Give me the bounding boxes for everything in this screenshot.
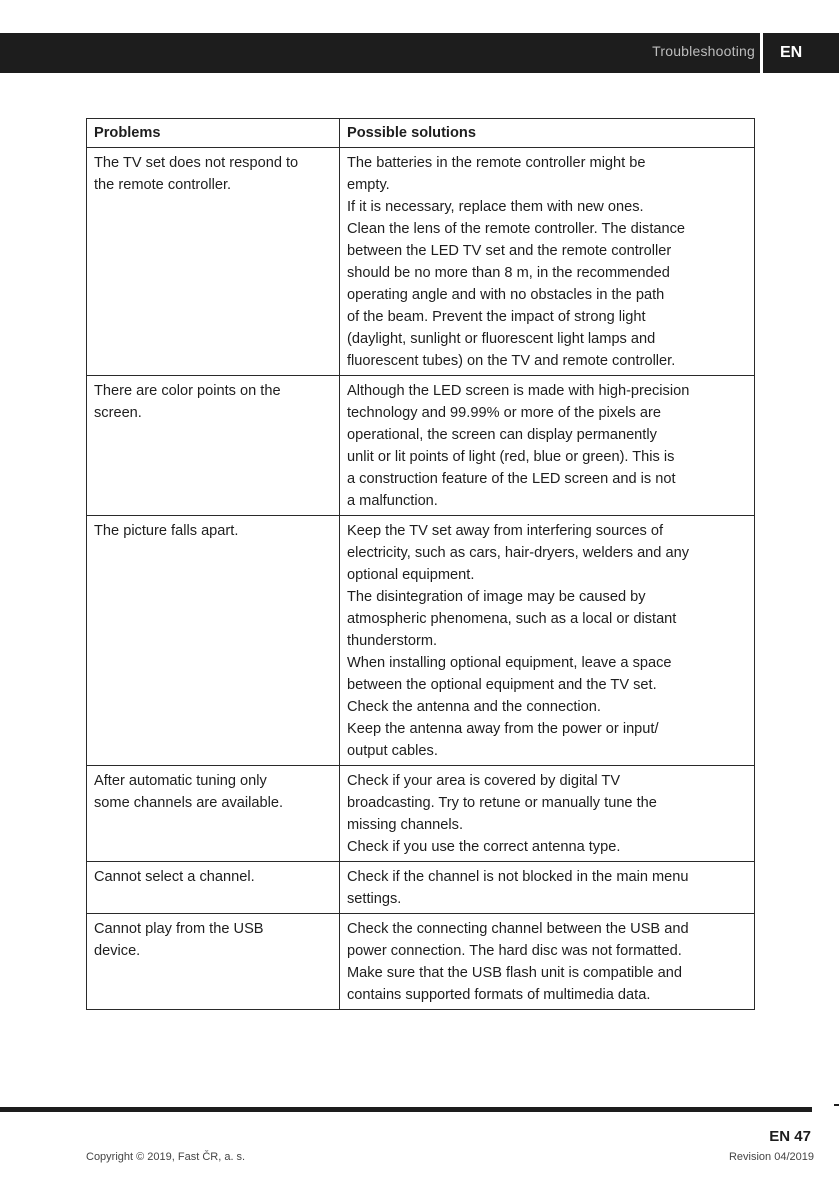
copyright-notice: Copyright © 2019, Fast ČR, a. s.	[86, 1151, 246, 1163]
solution-text: Keep the antenna away from the power or input/	[347, 721, 659, 737]
solution-text: unlit or lit points of light (red, blue or green). This is	[347, 449, 675, 465]
table-header-row	[87, 119, 755, 148]
table-row	[87, 914, 755, 1010]
solution-text: power connection. The hard disc was not formatted.	[347, 943, 682, 959]
solution-text: contains supported formats of multimedia data.	[347, 987, 651, 1003]
footer-rule	[0, 1107, 812, 1112]
problem-cell	[87, 914, 340, 1010]
problem-text: some channels are available.	[94, 795, 284, 811]
problem-text: screen.	[94, 405, 142, 421]
solution-text: Check the antenna and the connection.	[347, 699, 601, 715]
problem-text: The picture falls apart.	[94, 523, 239, 539]
solution-text: Check if you use the correct antenna type.	[347, 839, 621, 855]
solution-text: The batteries in the remote controller might be	[347, 155, 646, 171]
language-badge: EN	[763, 33, 839, 73]
troubleshooting-table	[86, 118, 755, 1010]
solution-cell	[340, 766, 755, 862]
solution-text: Make sure that the USB flash unit is compatible and	[347, 965, 683, 981]
solution-text: Although the LED screen is made with high-precision	[347, 383, 690, 399]
problem-cell	[87, 862, 340, 914]
solution-text: between the optional equipment and the TV set.	[347, 677, 657, 693]
solution-text: Clean the lens of the remote controller. The distance	[347, 221, 686, 237]
solution-text: output cables.	[347, 743, 438, 759]
solution-text: optional equipment.	[347, 567, 475, 583]
revision-label: Revision 04/2019	[728, 1151, 814, 1163]
column-header-problems: Problems	[87, 119, 340, 148]
solution-text: of the beam. Prevent the impact of strong light	[347, 309, 646, 325]
solution-text: missing channels.	[347, 817, 463, 833]
table-row	[87, 516, 755, 766]
problem-text: There are color points on the	[94, 383, 281, 399]
solution-text: a construction feature of the LED screen and is not	[347, 471, 676, 487]
problem-cell	[87, 766, 340, 862]
problem-cell	[87, 376, 340, 516]
solution-text: Check the connecting channel between the USB and	[347, 921, 689, 937]
solution-text: operating angle and with no obstacles in the path	[347, 287, 665, 303]
solution-text: Check if your area is covered by digital TV	[347, 773, 621, 789]
section-title: Troubleshooting	[652, 43, 755, 59]
solution-text: (daylight, sunlight or fluorescent light lamps and	[347, 331, 656, 347]
footer-edge-mark	[834, 1104, 839, 1106]
solution-text: between the LED TV set and the remote controller	[347, 243, 672, 259]
solution-text: technology and 99.99% or more of the pixels are	[347, 405, 661, 421]
table-body	[87, 148, 755, 1010]
solution-text: The disintegration of image may be caused by	[347, 589, 646, 605]
header-edge-mark	[834, 70, 839, 72]
solution-text: empty.	[347, 177, 390, 193]
solution-cell	[340, 148, 755, 376]
solution-cell	[340, 862, 755, 914]
page-number: EN 47	[769, 1128, 811, 1145]
solution-text: If it is necessary, replace them with new ones.	[347, 199, 644, 215]
problem-text: the remote controller.	[94, 177, 232, 193]
problem-cell	[87, 148, 340, 376]
column-header-solutions: Possible solutions	[340, 119, 755, 148]
problem-text: device.	[94, 943, 141, 959]
solution-text: a malfunction.	[347, 493, 438, 509]
problem-text: The TV set does not respond to	[94, 155, 299, 171]
solution-cell	[340, 516, 755, 766]
solution-cell	[340, 376, 755, 516]
solution-text: settings.	[347, 891, 402, 907]
solution-text: thunderstorm.	[347, 633, 438, 649]
problem-text: Cannot play from the USB	[94, 921, 264, 937]
solution-text: Keep the TV set away from interfering sources of	[347, 523, 664, 539]
solution-text: Check if the channel is not blocked in the main menu	[347, 869, 689, 885]
solution-text: broadcasting. Try to retune or manually tune the	[347, 795, 657, 811]
solution-text: atmospheric phenomena, such as a local or distant	[347, 611, 677, 627]
table-row	[87, 862, 755, 914]
header-bar	[0, 33, 760, 73]
solution-text: operational, the screen can display permanently	[347, 427, 657, 443]
solution-text: When installing optional equipment, leave a space	[347, 655, 672, 671]
table-row	[87, 766, 755, 862]
solution-text: fluorescent tubes) on the TV and remote controller.	[347, 353, 676, 369]
problem-text: Cannot select a channel.	[94, 869, 255, 885]
solution-cell	[340, 914, 755, 1010]
table-row	[87, 376, 755, 516]
problem-cell	[87, 516, 340, 766]
solution-text: should be no more than 8 m, in the recommended	[347, 265, 670, 281]
table-row	[87, 148, 755, 376]
solution-text: electricity, such as cars, hair-dryers, welders and any	[347, 545, 689, 561]
problem-text: After automatic tuning only	[94, 773, 267, 789]
